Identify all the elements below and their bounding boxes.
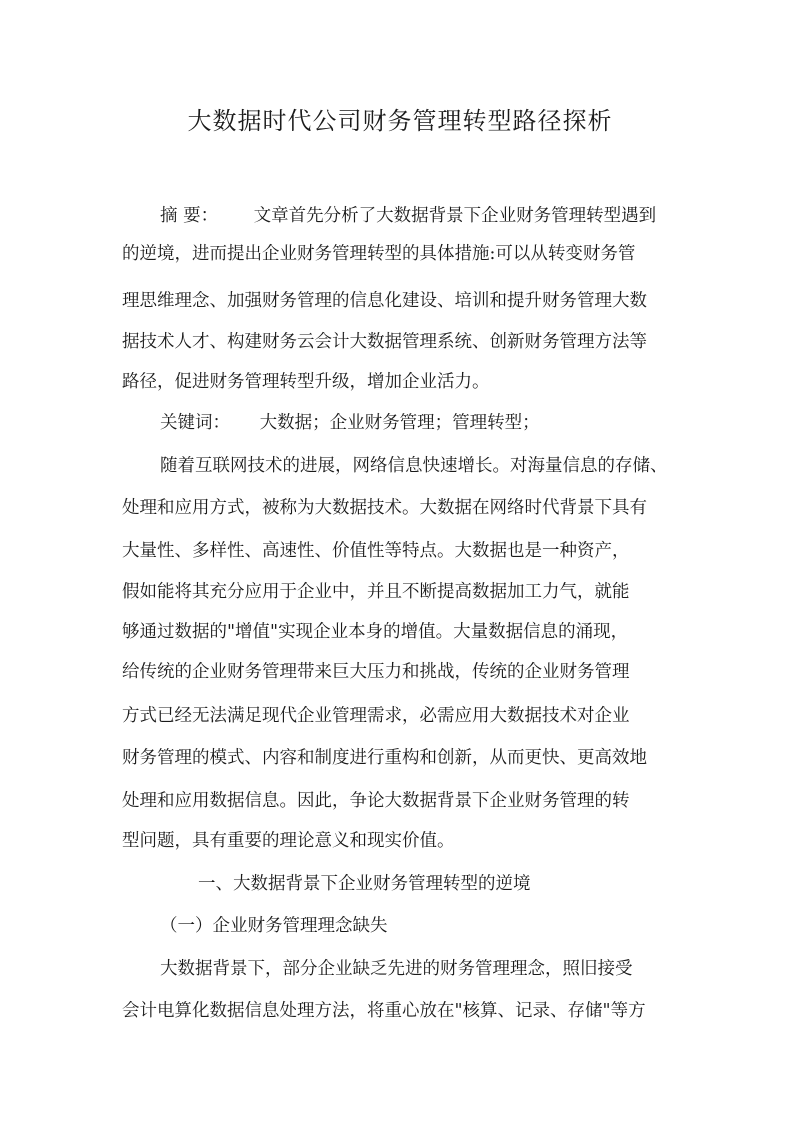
abstract-line: 据技术人才、构建财务云会计大数据管理系统、创新财务管理方法等 (122, 332, 647, 352)
abstract-first-line (160, 205, 656, 227)
intro-line: 财务管理的模式、内容和制度进行重构和创新，从而更快、更高效地 (122, 748, 647, 768)
abstract-line: 路径，促进财务管理转型升级，增加企业活力。 (122, 372, 490, 392)
keywords-text: 大数据；企业财务管理；管理转型； (259, 413, 540, 433)
section-heading: 一、大数据背景下企业财务管理转型的逆境 (198, 874, 531, 894)
intro-line: 型问题，具有重要的理论意义和现实价值。 (122, 831, 455, 851)
intro-line: 随着互联网技术的进展，网络信息快速增长。对海量信息的存储、 (160, 456, 668, 476)
keywords-label: 关键词： (160, 413, 230, 433)
abstract-label: 摘 要： (160, 206, 219, 226)
document-title: 大数据时代公司财务管理转型路径探析 (187, 107, 613, 135)
intro-line: 给传统的企业财务管理带来巨大压力和挑战，传统的企业财务管理 (122, 662, 630, 682)
keywords-line (160, 412, 540, 434)
intro-line: 够通过数据的"增值"实现企业本身的增值。大量数据信息的涌现， (122, 622, 629, 642)
intro-line: 处理和应用方式，被称为大数据技术。大数据在网络时代背景下具有 (122, 498, 647, 518)
abstract-line: 的逆境，进而提出企业财务管理转型的具体措施:可以从转变财务管 (122, 244, 636, 264)
intro-line: 大量性、多样性、高速性、价值性等特点。大数据也是一种资产， (122, 541, 630, 561)
intro-line: 假如能将其充分应用于企业中，并且不断提高数据加工力气，就能 (122, 582, 630, 602)
abstract-line: 文章首先分析了大数据背景下企业财务管理转型遇到 (253, 206, 657, 226)
body-line: 会计电算化数据信息处理方法，将重心放在"核算、记录、存储"等方 (122, 1001, 646, 1021)
intro-line: 方式已经无法满足现代企业管理需求，必需应用大数据技术对企业 (122, 706, 630, 726)
abstract-line: 理思维理念、加强财务管理的信息化建设、培训和提升财务管理大数 (122, 291, 647, 311)
body-line: 大数据背景下，部分企业缺乏先进的财务管理理念，照旧接受 (160, 959, 633, 979)
subsection-heading: （一）企业财务管理理念缺失 (160, 916, 388, 936)
intro-line: 处理和应用数据信息。因此，争论大数据背景下企业财务管理的转 (122, 791, 630, 811)
